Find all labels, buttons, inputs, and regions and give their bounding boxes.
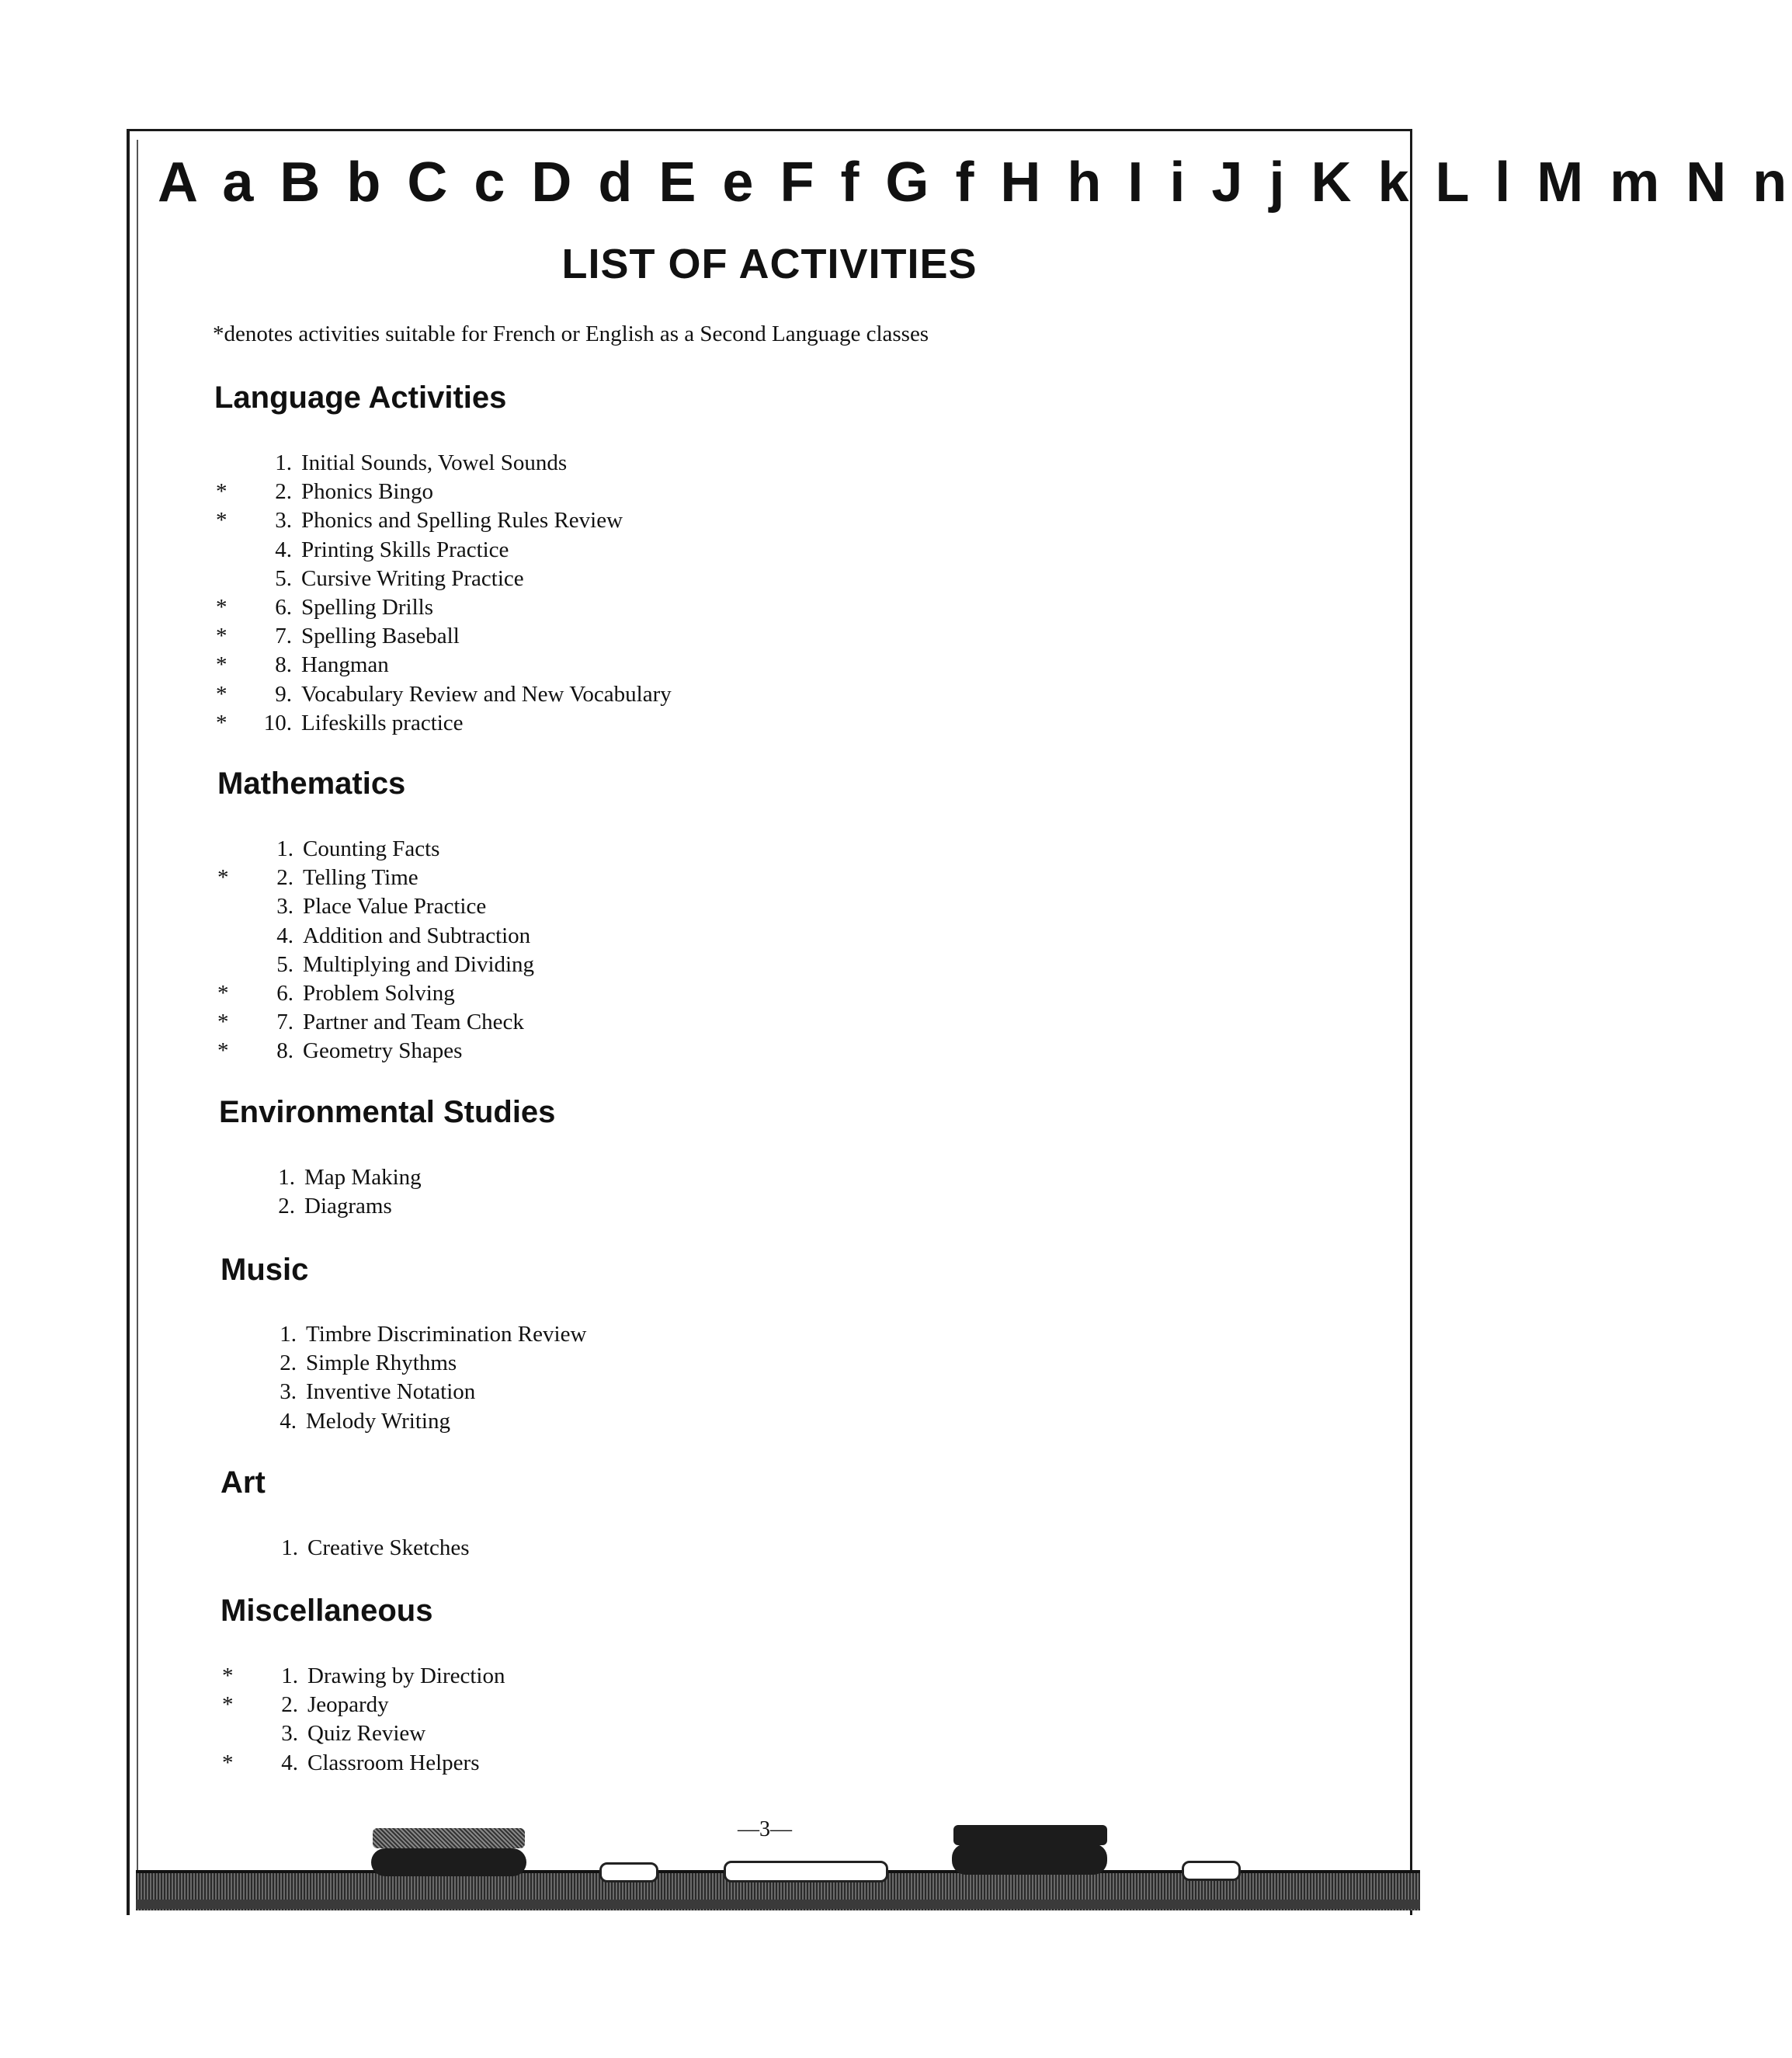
item-label: Counting Facts: [303, 836, 440, 861]
item-number: 3.: [275, 508, 292, 534]
item-number: 8.: [276, 1038, 293, 1064]
alphabet-banner: A a B b C c D d E e F f G f H h I i J j K k L l M m N n: [158, 151, 1792, 214]
item-label: Simple Rhythms: [306, 1351, 457, 1376]
item-number: 1.: [276, 836, 293, 861]
eraser-left-base: [371, 1848, 526, 1876]
item-label: Telling Time: [303, 865, 418, 891]
asterisk-marker: *: [217, 1038, 229, 1064]
item-label: Lifeskills practice: [301, 710, 464, 735]
item-number: 2.: [275, 479, 292, 505]
item-label: Quiz Review: [307, 1721, 426, 1747]
item-label: Multiplying and Dividing: [303, 951, 535, 977]
item-number: 10.: [263, 710, 292, 735]
item-number: 7.: [276, 1010, 293, 1035]
item-number: 1.: [281, 1663, 298, 1688]
item-number: 1.: [275, 450, 292, 475]
item-label: Drawing by Direction: [307, 1663, 505, 1688]
item-label: Phonics Bingo: [301, 479, 433, 505]
item-label: Problem Solving: [303, 980, 455, 1006]
item-label: Map Making: [304, 1165, 422, 1190]
item-number: 2.: [280, 1351, 297, 1376]
eraser-right-top: [953, 1825, 1107, 1845]
item-number: 8.: [275, 652, 292, 678]
item-number: 4.: [276, 923, 293, 948]
asterisk-note: *denotes activities suitable for French or English as a Second Language classes: [213, 322, 929, 346]
item-label: Vocabulary Review and New Vocabulary: [301, 681, 672, 707]
item-label: Classroom Helpers: [307, 1750, 480, 1775]
asterisk-marker: *: [216, 508, 227, 534]
item-label: Hangman: [301, 652, 389, 678]
item-number: 4.: [275, 537, 292, 562]
chalk-piece-right: [1182, 1861, 1241, 1881]
section-heading-mathematics: Mathematics: [217, 767, 406, 801]
item-label: Printing Skills Practice: [301, 537, 509, 562]
item-number: 2.: [281, 1692, 298, 1718]
item-number: 2.: [278, 1194, 295, 1219]
item-number: 7.: [275, 624, 292, 649]
item-label: Creative Sketches: [307, 1535, 470, 1560]
item-number: 5.: [275, 565, 292, 591]
page-number: —3—: [738, 1817, 792, 1841]
section-heading-music: Music: [221, 1253, 309, 1287]
item-label: Spelling Drills: [301, 594, 433, 620]
item-number: 9.: [275, 681, 292, 707]
item-label: Melody Writing: [306, 1408, 450, 1434]
eraser-right-base: [952, 1844, 1107, 1875]
item-number: 5.: [276, 951, 293, 977]
asterisk-marker: *: [217, 980, 229, 1006]
asterisk-marker: *: [216, 681, 227, 707]
item-label: Inventive Notation: [306, 1379, 476, 1405]
item-number: 4.: [281, 1750, 298, 1775]
item-label: Initial Sounds, Vowel Sounds: [301, 450, 568, 475]
chalkboard-inner-edge: [137, 140, 138, 1872]
asterisk-marker: *: [216, 652, 227, 678]
item-number: 3.: [281, 1721, 298, 1747]
item-label: Diagrams: [304, 1194, 392, 1219]
asterisk-marker: *: [217, 1010, 229, 1035]
chalk-tray-lip: [136, 1900, 1420, 1909]
section-heading-art: Art: [221, 1465, 266, 1500]
chalk-piece-small: [599, 1862, 658, 1882]
asterisk-marker: *: [216, 624, 227, 649]
section-heading-environmental: Environmental Studies: [219, 1095, 556, 1129]
chalk-piece-long: [724, 1861, 888, 1882]
eraser-left-top: [373, 1828, 525, 1848]
item-label: Timbre Discrimination Review: [306, 1322, 587, 1347]
asterisk-marker: *: [222, 1663, 234, 1688]
item-number: 2.: [276, 865, 293, 891]
page-title: LIST OF ACTIVITIES: [561, 241, 978, 287]
asterisk-marker: *: [222, 1750, 234, 1775]
item-number: 3.: [280, 1379, 297, 1405]
item-label: Partner and Team Check: [303, 1010, 524, 1035]
asterisk-marker: *: [216, 594, 227, 620]
asterisk-marker: *: [216, 479, 227, 505]
section-heading-language: Language Activities: [214, 381, 507, 415]
item-label: Place Value Practice: [303, 894, 487, 919]
item-number: 4.: [280, 1408, 297, 1434]
item-number: 3.: [276, 894, 293, 919]
asterisk-marker: *: [216, 710, 227, 735]
item-label: Jeopardy: [307, 1692, 389, 1718]
item-number: 1.: [280, 1322, 297, 1347]
item-number: 6.: [275, 594, 292, 620]
item-label: Spelling Baseball: [301, 624, 460, 649]
item-label: Addition and Subtraction: [303, 923, 531, 948]
item-label: Cursive Writing Practice: [301, 565, 524, 591]
item-number: 1.: [278, 1165, 295, 1190]
asterisk-marker: *: [217, 865, 229, 891]
section-heading-miscellaneous: Miscellaneous: [221, 1594, 433, 1628]
item-number: 1.: [281, 1535, 298, 1560]
item-label: Geometry Shapes: [303, 1038, 463, 1064]
item-number: 6.: [276, 980, 293, 1006]
asterisk-marker: *: [222, 1692, 234, 1718]
item-label: Phonics and Spelling Rules Review: [301, 508, 623, 534]
